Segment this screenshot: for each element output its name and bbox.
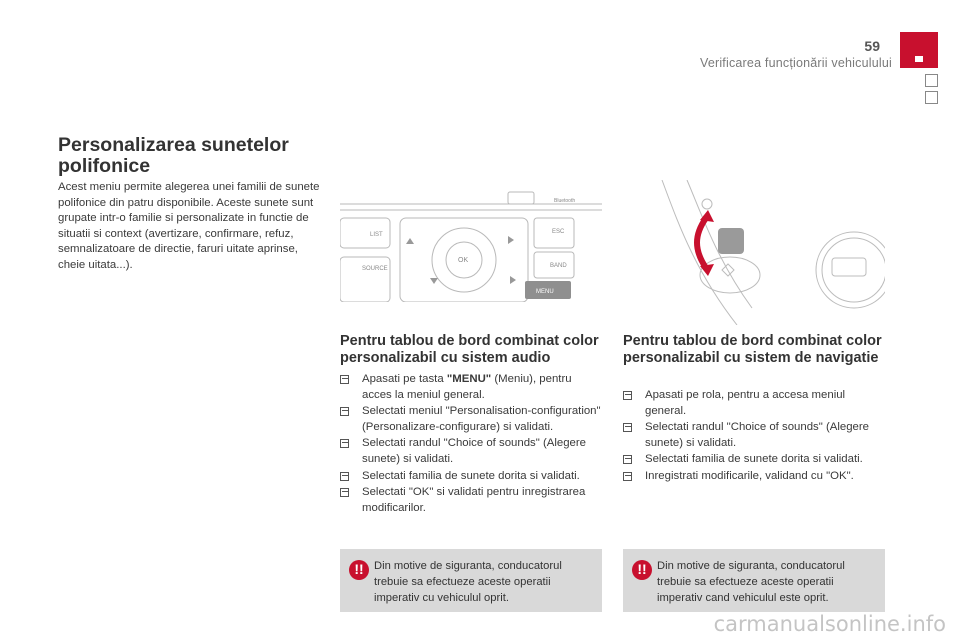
list-item: Selectati familia de sunete dorita si validati. — [340, 469, 604, 485]
btn-source-label: SOURCE — [362, 266, 388, 272]
warning-exclamation-icon: !! — [632, 560, 652, 580]
btn-ok-label: OK — [458, 257, 469, 264]
intro-paragraph: Acest meniu permite alegerea unei familii de sunete polifonice din patru disponibile. Aceste sunete sunt grupate intr-o familie si personalizate in functie de situatii si context (avertizare, confirmare, refuz, semnalizatoare de directie, faruri uitate aprinse, cheie uitata...). — [58, 181, 320, 271]
watermark: carmanualsonline.info — [713, 612, 946, 636]
chapter-tab[interactable] — [925, 74, 938, 87]
checkbox-bullet-icon — [340, 407, 349, 416]
list-item: Selectati randul "Choice of sounds" (Alegere sunete) si validati. — [623, 420, 888, 451]
warning-text: Din motive de siguranta, conducatorul trebuie sa efectueze aceste operatii imperativ cand vehiculul este oprit. — [657, 560, 845, 604]
list-item: Inregistrati modificarile, validand cu "OK". — [623, 469, 888, 485]
list-item: Selectati "OK" si validati pentru inregistrarea modificarilor. — [340, 485, 604, 516]
menu-key: "MENU" — [446, 373, 492, 385]
list-item: Selectati familia de sunete dorita si validati. — [623, 452, 888, 468]
checkbox-bullet-icon — [623, 455, 632, 464]
list-item: Selectati meniul "Personalisation-configuration" (Personalizare-configurare) si validati. — [340, 404, 604, 435]
chapter-tab[interactable] — [925, 91, 938, 104]
checkbox-bullet-icon — [340, 439, 349, 448]
audio-section-title: Pentru tablou de bord combinat color personalizabil cu sistem audio — [340, 333, 599, 366]
checkbox-bullet-icon — [623, 472, 632, 481]
page-number: 59 — [864, 38, 880, 54]
checkbox-bullet-icon — [340, 472, 349, 481]
warning-exclamation-icon: !! — [349, 560, 369, 580]
list-item: Apasati pe rola, pentru a accesa meniul general. — [623, 388, 888, 419]
list-item: Selectati randul "Choice of sounds" (Alegere sunete) si validati. — [340, 436, 604, 467]
chapter-tab-active[interactable] — [900, 32, 938, 68]
btn-list-label: LIST — [370, 232, 383, 238]
checkbox-bullet-icon — [623, 391, 632, 400]
checkbox-bullet-icon — [623, 423, 632, 432]
steering-wheel-illustration — [622, 180, 885, 325]
audio-panel-illustration — [340, 180, 602, 302]
nav-section-title: Pentru tablou de bord combinat color personalizabil cu sistem de navigatie — [623, 333, 882, 366]
warning-text: Din motive de siguranta, conducatorul trebuie sa efectueze aceste operatii imperativ cu vehiculul oprit. — [374, 560, 562, 604]
btn-menu-label: MENU — [536, 289, 554, 295]
audio-steps-list — [340, 372, 604, 517]
header-title: Verificarea funcționării vehiculului — [699, 56, 892, 70]
checkbox-bullet-icon — [340, 488, 349, 497]
nav-steps-list — [623, 388, 888, 486]
btn-band-label: BAND — [550, 263, 567, 269]
audio-warning-box — [340, 549, 602, 612]
checkbox-bullet-icon — [340, 375, 349, 384]
section-title: Personalizarea sunetelor polifonice — [58, 134, 289, 177]
list-item: Apasati pe tasta "MENU" (Meniu), pentru acces la meniul general. — [340, 372, 604, 403]
bluetooth-label: Bluetooth — [554, 198, 576, 204]
btn-esc-label: ESC — [552, 229, 565, 235]
nav-warning-box — [623, 549, 885, 612]
